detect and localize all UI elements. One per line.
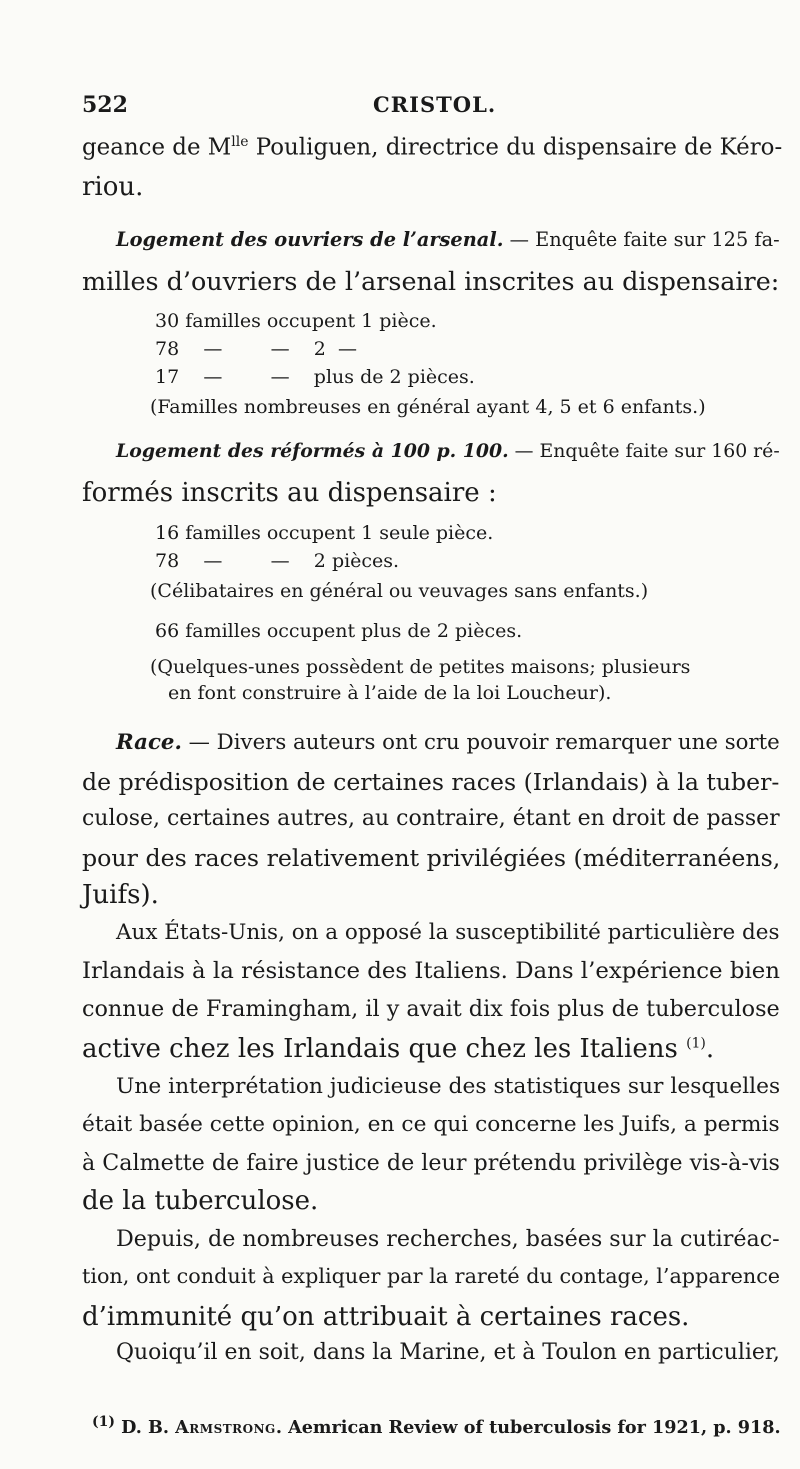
text-span: geance de M bbox=[82, 134, 232, 161]
text-line: culose, certaines autres, au contraire, étant en droit de passer bbox=[82, 806, 780, 831]
text-span: active chez les Irlandais que chez les Italiens bbox=[82, 1034, 687, 1064]
table-line: 16 familles occupent 1 seule pièce. bbox=[155, 522, 494, 544]
section-heading-line bbox=[116, 440, 780, 462]
text-line: d’immunité qu’on attribuait à certaines races. bbox=[82, 1302, 690, 1332]
text-line: riou. bbox=[82, 172, 144, 202]
text-line: Aux États-Unis, on a opposé la susceptibilité particulière des bbox=[116, 920, 780, 945]
page-number: 522 bbox=[82, 92, 128, 118]
footnote-ref: (1) bbox=[686, 1035, 706, 1052]
section-heading-line bbox=[116, 228, 780, 251]
footnote bbox=[92, 1414, 781, 1438]
text-line: formés inscrits au dispensaire : bbox=[82, 478, 497, 508]
table-line: en font construire à l’aide de la loi Loucheur). bbox=[168, 682, 612, 704]
table-line: 78 — — 2 — bbox=[155, 338, 357, 360]
table-line: (Célibataires en général ou veuvages sans enfants.) bbox=[150, 580, 649, 602]
section-heading: Logement des ouvriers de l’arsenal. bbox=[116, 228, 504, 251]
text-line: Depuis, de nombreuses recherches, basées sur la cutiréac- bbox=[116, 1226, 780, 1252]
text-line: Une interprétation judicieuse des statistiques sur lesquelles bbox=[116, 1074, 781, 1099]
table-line: (Quelques-unes possèdent de petites maisons; plusieurs bbox=[150, 656, 691, 678]
footnote-initials: D. B. bbox=[121, 1416, 176, 1438]
text-line: Juifs). bbox=[82, 880, 159, 910]
text-line: de la tuberculose. bbox=[82, 1186, 319, 1216]
text-line bbox=[82, 1034, 714, 1064]
text-line: milles d’ouvriers de l’arsenal inscrites au dispensaire: bbox=[82, 266, 780, 296]
superscript: lle bbox=[231, 134, 249, 150]
table-line: 78 — — 2 pièces. bbox=[155, 550, 400, 572]
text-line: connue de Framingham, il y avait dix fois plus de tuberculose bbox=[82, 996, 780, 1022]
text-line: Irlandais à la résistance des Italiens. Dans l’expérience bien bbox=[82, 958, 780, 984]
text-line: pour des races relativement privilégiées (méditerranéens, bbox=[82, 844, 781, 872]
table-line: 30 familles occupent 1 pièce. bbox=[155, 310, 437, 332]
text-line: Quoiqu’il en soit, dans la Marine, et à Toulon en particulier, bbox=[116, 1340, 780, 1365]
text-span: . bbox=[705, 1034, 715, 1064]
running-title: CRISTOL. bbox=[373, 92, 497, 117]
text-span: — Enquête faite sur 125 fa- bbox=[503, 228, 780, 251]
table-line: (Familles nombreuses en général ayant 4, 5 et 6 enfants.) bbox=[150, 396, 706, 418]
section-heading-line bbox=[116, 730, 780, 755]
text-span: — Divers auteurs ont cru pouvoir remarquer une sorte bbox=[181, 730, 780, 755]
text-span: Pouliguen, directrice du dispensaire de Kéro- bbox=[248, 134, 783, 161]
text-line: tion, ont conduit à expliquer par la rareté du contage, l’apparence bbox=[82, 1264, 781, 1288]
text-line: de prédisposition de certaines races (Irlandais) à la tuber- bbox=[82, 768, 780, 796]
text-line: était basée cette opinion, en ce qui concerne les Juifs, a permis bbox=[82, 1112, 780, 1137]
text-line: à Calmette de faire justice de leur prétendu privilège vis-à-vis bbox=[82, 1150, 780, 1176]
footnote-author: Armstrong bbox=[175, 1416, 276, 1438]
table-line: 66 familles occupent plus de 2 pièces. bbox=[155, 620, 523, 642]
section-heading: Logement des réformés à 100 p. 100. bbox=[116, 440, 509, 462]
footnote-text: . Aemrican Review of tuberculosis for 1921, p. 918. bbox=[275, 1416, 781, 1438]
text-line bbox=[82, 134, 782, 161]
text-span: — Enquête faite sur 160 ré- bbox=[508, 441, 780, 462]
section-heading: Race. bbox=[116, 730, 182, 755]
table-line: 17 — — plus de 2 pièces. bbox=[155, 366, 475, 388]
footnote-mark: (1) bbox=[92, 1414, 115, 1430]
